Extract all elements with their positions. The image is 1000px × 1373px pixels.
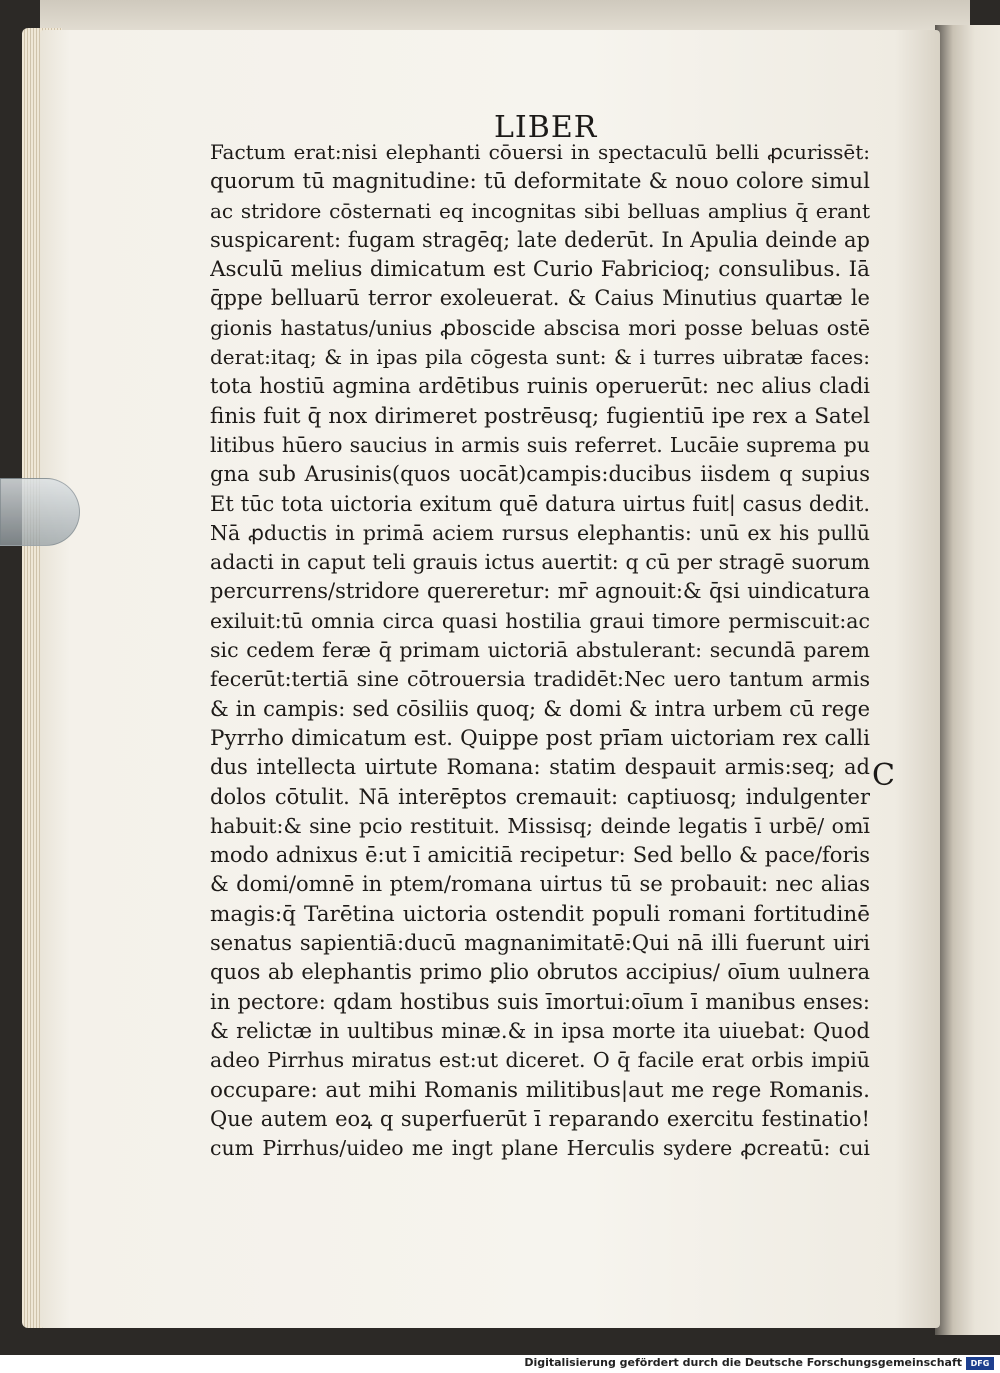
text-line: derat:itaq; & in ipas pila cōgesta sunt: & i turres uibratæ faces:: [210, 345, 870, 370]
dfg-logo: DFG: [966, 1357, 994, 1370]
footer-credit: Digitalisierung gefördert durch die Deutsche Forschungsgemeinschaft: [524, 1356, 962, 1369]
text-line: modo adnixus ē:ut ī amicitiā recipetur: Sed bello & pace/foris: [210, 843, 870, 868]
text-line: q̄ppe belluarū terror exoleuerat. & Caius Minutius quartæ le: [210, 286, 870, 311]
text-line: adacti in caput teli grauis ictus auertit: q cū per stragē suorum: [210, 550, 870, 575]
text-line: Que autem eoꝝ q superfuerūt ī reparando exercitu festinatio!: [210, 1106, 870, 1131]
text-line: & in campis: sed cōsiliis quoq; & domi & intra urbem cū rege: [210, 696, 870, 721]
text-line: tota hostiū agmina ardētibus ruinis operuerūt: nec alius cladi: [210, 374, 870, 399]
text-line: senatus sapientiā:ducū magnanimitatē:Qui nā illi fuerunt uiri: [210, 931, 870, 956]
side-letter: C: [872, 758, 895, 793]
text-line: cum Pirrhus/uideo me ingt plane Herculis sydere ꝓcreatū: cui: [210, 1136, 870, 1161]
footer: [0, 1355, 1000, 1373]
text-line: Et tūc tota uictoria exitum quē datura uirtus fuit| casus dedit.: [210, 491, 870, 516]
text-line: & domi/omnē in ptem/romana uirtus tū se probauit: nec alias: [210, 872, 870, 897]
text-line: gionis hastatus/unius ꝓboscide abscisa mori posse beluas ostē: [210, 315, 870, 340]
text-line: dolos cōtulit. Nā interēptos cremauit: captiuosq; indulgenter: [210, 784, 870, 809]
text-block: [210, 138, 870, 1163]
text-line: habuit:& sine pcio restituit. Missisq; deinde legatis ī urbē/ omī: [210, 813, 870, 838]
text-line: Asculū melius dimicatum est Curio Fabricioq; consulibus. Iā: [210, 257, 870, 283]
text-line: quos ab elephantis primo ꝑlio obrutos accipius/ oīum uulnera: [210, 960, 870, 985]
text-line: suspicarent: fugam stragēq; late dederūt. In Apulia deinde ap: [210, 227, 870, 252]
text-line: Nā ꝓductis in primā aciem rursus elephantis: unū ex his pullū: [210, 520, 870, 545]
text-line: gna sub Arusinis(quos uocāt)campis:ducibus iisdem q supius: [210, 462, 870, 487]
text-line: litibus hūero saucius in armis suis referret. Lucāie suprema pu: [210, 432, 870, 457]
text-line: ac stridore cōsternati eq incognitas sibi belluas amplius q̄ erant: [210, 198, 870, 223]
text-line: Factum erat:nisi elephanti cōuersi in spectaculū belli ꝓcurissēt:: [210, 140, 870, 164]
text-line: & relictæ in uultibus minæ.& in ipsa morte ita uiuebat: Quod: [210, 1018, 870, 1043]
text-line: finis fuit q̄ nox dirimeret postrēusq; fugientiū ipe rex a Satel: [210, 403, 870, 429]
text-line: adeo Pirrhus miratus est:ut diceret. O q̄ facile erat orbis impiū: [210, 1048, 870, 1073]
page-clamp: [0, 478, 80, 546]
text-line: occupare: aut mihi Romanis militibus|aut me rege Romanis.: [210, 1077, 870, 1103]
facing-page: [935, 25, 1000, 1335]
text-line: magis:q̄ Tarētina uictoria ostendit populi romani fortitudinē: [210, 901, 870, 927]
text-line: dus intellecta uirtute Romana: statim despauit armis:seq; ad: [210, 755, 870, 780]
text-line: percurrens/stridore quereretur: mr̄ agnouit:& q̄si uindicatura: [210, 579, 870, 604]
text-line: exiluit:tū omnia circa quasi hostilia graui timore permiscuit:ac: [210, 608, 870, 633]
text-line: sic cedem feræ q̄ primam uictoriā abstulerant: secundā parem: [210, 638, 870, 663]
running-head: LIBER: [494, 110, 598, 145]
text-line: fecerūt:tertiā sine cōtrouersia tradidēt:Nec uero tantum armis: [210, 667, 870, 692]
text-line: quorum tū magnitudine: tū deformitate & nouo colore simul: [210, 169, 870, 195]
text-line: Pyrrho dimicatum est. Quippe post prīam uictoriam rex calli: [210, 725, 870, 751]
text-line: in pectore: qdam hostibus suis īmortui:oīum ī manibus enses:: [210, 989, 870, 1014]
